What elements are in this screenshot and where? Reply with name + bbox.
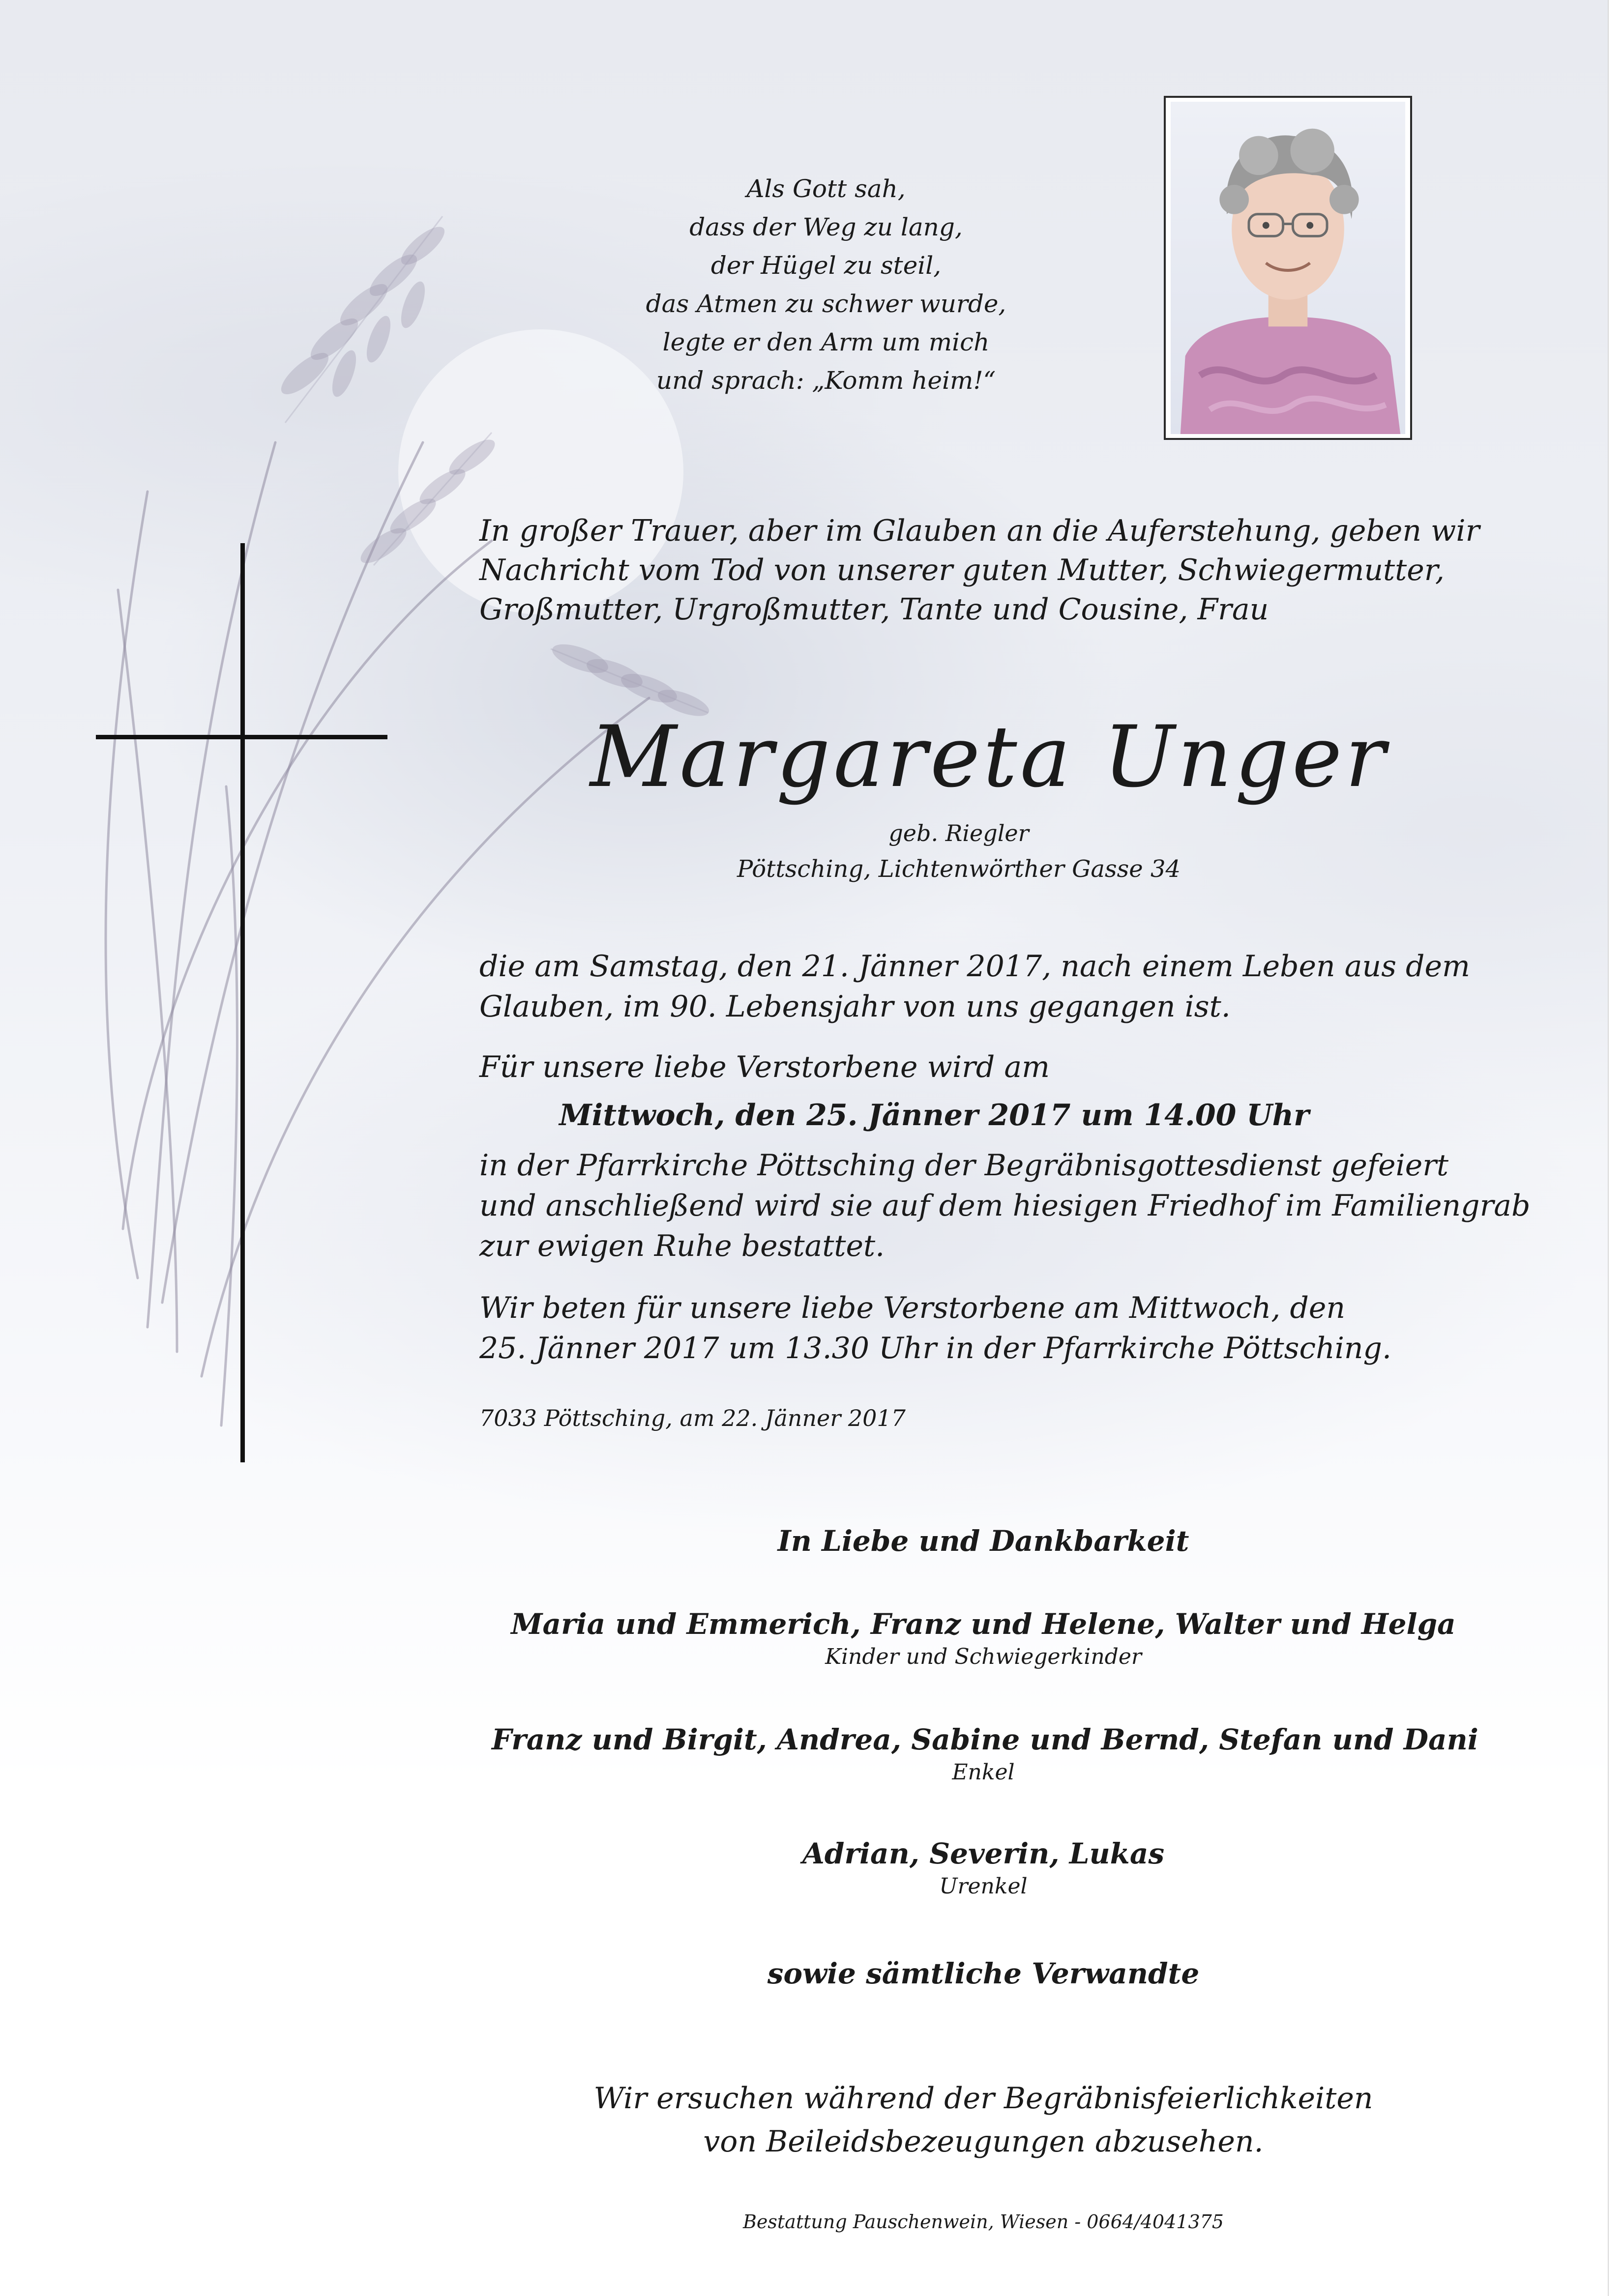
poem-line: der Hügel zu steil,: [710, 251, 942, 280]
deceased-name: Margareta Unger: [590, 707, 1388, 806]
death-notice: [479, 946, 1512, 1027]
condolence-request: [492, 2077, 1475, 2163]
service-line: in der Pfarrkirche Pöttsching der Begräbnisgottesdienst gefeiert: [479, 1148, 1449, 1183]
birth-name: geb. Riegler: [888, 820, 1029, 846]
service-intro-line: Für unsere liebe Verstorbene wird am: [479, 1050, 1050, 1084]
poem-line: das Atmen zu schwer wurde,: [646, 290, 1006, 318]
death-line: Glauben, im 90. Lebensjahr von uns gegangen ist.: [479, 989, 1231, 1024]
poem: [580, 170, 1072, 400]
cross-vertical-bar: [240, 543, 245, 1462]
mourner-role: Kinder und Schwiegerkinder: [825, 1644, 1142, 1669]
announcement-intro: [479, 511, 1480, 629]
service-intro: [479, 1047, 1512, 1087]
deceased-address: Pöttsching, Lichtenwörther Gasse 34: [737, 855, 1181, 883]
relatives-line: sowie sämtliche Verwandte: [767, 1957, 1200, 1990]
request-line: Wir ersuchen während der Begräbnisfeierlichkeiten: [593, 2081, 1373, 2116]
poem-line: dass der Weg zu lang,: [689, 213, 963, 241]
mourner-role: Enkel: [952, 1760, 1015, 1785]
prayer-line: Wir beten für unsere liebe Verstorbene am Mittwoch, den: [479, 1291, 1346, 1325]
place-and-date: 7033 Pöttsching, am 22. Jänner 2017: [479, 1405, 906, 1431]
portrait-image: [1170, 102, 1406, 434]
service-details: [479, 1145, 1531, 1266]
mourners-heading: In Liebe und Dankbarkeit: [777, 1524, 1189, 1558]
cross-horizontal-bar: [96, 735, 387, 739]
mourner-group: [492, 1834, 1475, 1900]
intro-line: In großer Trauer, aber im Glauben an die Auferstehung, geben wir: [479, 514, 1480, 548]
poem-line: und sprach: „Komm heim!“: [656, 366, 996, 395]
funeral-home-footer: Bestattung Pauschenwein, Wiesen - 0664/4041375: [743, 2211, 1224, 2233]
page-edge: [1608, 0, 1624, 2296]
mourner-group: [492, 1720, 1478, 1786]
mourner-names: Franz und Birgit, Andrea, Sabine und Bernd, Stefan und Dani: [492, 1723, 1478, 1756]
intro-line: Nachricht vom Tod von unserer guten Mutter, Schwiegermutter,: [479, 553, 1445, 587]
death-line: die am Samstag, den 21. Jänner 2017, nach einem Leben aus dem: [479, 949, 1470, 984]
poem-line: legte er den Arm um mich: [662, 328, 990, 356]
mourner-group: [492, 1605, 1475, 1671]
mourner-names: Maria und Emmerich, Franz und Helene, Walter und Helga: [511, 1607, 1456, 1641]
intro-line: Großmutter, Urgroßmutter, Tante und Cousine, Frau: [479, 592, 1269, 627]
service-line: und anschließend wird sie auf dem hiesigen Friedhof im Familiengrab: [479, 1189, 1531, 1223]
mourner-names: Adrian, Severin, Lukas: [802, 1837, 1165, 1870]
service-line: zur ewigen Ruhe bestattet.: [479, 1229, 885, 1263]
portrait-photo: [1164, 96, 1412, 440]
service-date: Mittwoch, den 25. Jänner 2017 um 14.00 Uhr: [559, 1098, 1309, 1133]
poem-line: Als Gott sah,: [746, 174, 906, 203]
request-line: von Beileidsbezeugungen abzusehen.: [703, 2124, 1264, 2159]
prayer-notice: [479, 1288, 1512, 1368]
mourner-role: Urenkel: [939, 1874, 1028, 1899]
prayer-line: 25. Jänner 2017 um 13.30 Uhr in der Pfarrkirche Pöttsching.: [479, 1331, 1392, 1366]
